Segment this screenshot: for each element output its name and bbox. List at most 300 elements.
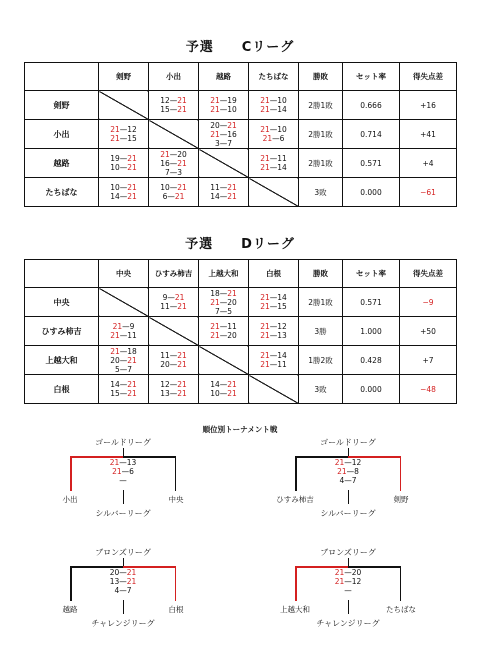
bracket-footer: シルバーリーグ [95,509,151,518]
set-score [110,458,137,467]
set-score [99,389,148,398]
own-points: 10 [110,163,120,172]
score-dash: — [269,302,278,311]
score-dash: — [119,331,128,340]
own-points: 21 [210,96,220,105]
set-score [149,360,198,369]
opponent-points: 21 [127,355,137,365]
own-points: 21 [262,134,273,143]
opponent-points: 10 [277,96,287,105]
set-score [335,467,362,476]
score-dash: — [219,306,228,316]
own-points: 14 [110,192,120,201]
score-dash: — [219,183,228,192]
opponent-points: 13 [277,331,287,340]
bracket-leg-left [70,566,72,601]
c-league-title: 予選 Cリーグ [185,40,295,55]
opponent-points: 21 [127,183,137,192]
opponent-points: 21 [127,389,137,398]
bracket-leg-left [295,456,297,491]
set-score [199,139,248,148]
set-rate-cell: 0.000 [343,375,400,404]
set-rate-cell: 0.571 [343,288,400,317]
match-score-cell [199,288,249,317]
opponent-points: 21 [177,380,187,389]
match-score-cell [199,317,249,346]
left-points: 13 [109,577,120,586]
bracket-footer: チャレンジリーグ [316,619,380,628]
set-score [249,96,298,105]
score-dash: — [169,167,178,177]
own-points: 21 [260,96,270,105]
own-points: 20 [110,355,120,365]
set-score [149,192,198,201]
record-cell: 3敗 [299,178,343,207]
opponent-points: 21 [227,192,237,201]
left-points: 20 [109,568,120,577]
set-score [149,389,198,398]
own-points: 12 [160,96,170,105]
score-dash: — [269,351,278,360]
own-points: 21 [210,297,220,307]
score-dash: — [169,380,178,389]
column-header: 上越大和 [199,260,249,288]
row-team-name: 上越大和 [25,346,99,375]
own-points: 21 [260,125,270,134]
match-score-cell [99,375,149,404]
own-points: 21 [260,293,270,302]
table-row [25,178,457,207]
own-points: 21 [260,302,270,311]
set-score [199,322,248,331]
set-score [249,331,298,340]
score-dash: — [346,467,355,476]
own-points: 21 [260,331,270,340]
own-points: 5 [114,364,120,374]
set-rate-cell: 0.714 [343,120,400,149]
left-points: 21 [334,577,345,586]
score-dash: — [119,134,128,143]
bracket-footer: シルバーリーグ [320,509,376,518]
own-points: 21 [160,149,170,159]
self-match-cell [99,288,149,317]
self-match-cell [249,178,299,207]
score-dash: — [169,183,178,192]
right-points: 13 [126,458,137,467]
opponent-points: 5 [227,306,233,316]
score-dash: — [269,331,278,340]
score-dash: — [169,351,178,360]
score-dash: — [121,467,130,476]
score-dash: — [269,293,278,302]
set-score [335,586,362,595]
own-points: 13 [160,389,170,398]
column-header: 小出 [149,63,199,91]
score-dash: — [167,192,175,201]
record-cell: 1勝2敗 [299,346,343,375]
opponent-points: 21 [177,183,187,192]
set-score [99,365,148,374]
score-dash: — [219,120,228,130]
own-points: 21 [260,154,270,163]
row-team-name: 中央 [25,288,99,317]
match-score-cell [249,288,299,317]
score-dash: — [167,293,175,302]
bracket-leg-left [70,456,72,491]
own-points: 21 [260,351,270,360]
opponent-points: 21 [227,120,237,130]
row-team-name: ひすみ柿吉 [25,317,99,346]
d-league-title: 予選 Dリーグ [185,237,295,252]
point-diff-cell: +16 [400,91,457,120]
bracket-team-right: 白根 [168,605,184,614]
set-score [249,293,298,302]
left-points: 21 [112,467,122,476]
point-diff-cell: −48 [400,375,457,404]
set-score [149,159,198,168]
own-points: 15 [160,105,170,114]
set-rate-cell: 0.428 [343,346,400,375]
column-header: セット率 [343,260,400,288]
right-points: 6 [129,467,134,476]
table-row [25,346,457,375]
score-dash: — [219,96,228,105]
left-points: 21 [109,458,120,467]
own-points: 21 [210,322,220,331]
set-score [199,380,248,389]
score-dash: — [169,149,178,159]
set-score [149,183,198,192]
set-score [249,163,298,172]
own-points: 3 [214,138,220,148]
score-dash: — [269,105,278,114]
own-points: 12 [160,380,170,389]
score-dash: — [269,360,278,369]
opponent-points: 15 [127,134,137,143]
set-score [149,168,198,177]
c-league-table [24,62,457,207]
set-score [149,96,198,105]
left-points: — [119,476,127,485]
set-score [335,568,362,577]
own-points: 11 [160,302,170,311]
placement-title: 順位別トーナメント戦 [202,425,278,434]
bracket-header: ブロンズリーグ [320,548,376,557]
set-score [199,183,248,192]
set-score [249,134,298,143]
set-score [99,380,148,389]
match-score-cell [149,149,199,178]
column-header: 勝敗 [299,260,343,288]
set-score [110,577,137,586]
opponent-points: 21 [177,360,187,369]
match-score-cell [99,120,149,149]
bracket-scores [110,568,137,595]
opponent-points: 11 [127,331,137,340]
table-corner [25,63,99,91]
set-score [199,331,248,340]
set-score [149,380,198,389]
bracket-stem-bottom [123,490,125,504]
score-dash: — [119,380,128,389]
own-points: 21 [260,360,270,369]
bracket-leg-right [175,566,177,601]
record-cell: 2勝1敗 [299,288,343,317]
opponent-points: 11 [227,322,237,331]
column-header: 剣野 [99,63,149,91]
set-score [249,154,298,163]
opponent-points: 21 [127,163,137,172]
set-score [149,105,198,114]
own-points: 21 [112,322,123,331]
left-points: 21 [334,568,345,577]
bracket-team-right: たちばな [386,605,416,614]
bracket-team-right: 剣野 [393,495,409,504]
column-header: たちばな [249,63,299,91]
own-points: 20 [210,120,220,130]
score-dash: — [119,586,127,595]
opponent-points: 21 [127,380,137,389]
bracket-scores [335,458,362,485]
point-diff-cell: −9 [400,288,457,317]
self-match-cell [199,149,249,178]
score-dash: — [269,154,278,163]
set-score [199,307,248,316]
self-match-cell [99,91,149,120]
bracket-header: ゴールドリーグ [95,438,151,447]
row-team-name: 白根 [25,375,99,404]
record-cell: 3敗 [299,375,343,404]
column-header: ひすみ柿吉 [149,260,199,288]
set-score [99,134,148,143]
own-points: 21 [260,105,270,114]
opponent-points: 6 [279,134,285,143]
point-diff-cell: +41 [400,120,457,149]
opponent-points: 21 [177,351,187,360]
bracket-team-left: 上越大和 [280,605,310,614]
set-score [199,389,248,398]
set-score [199,289,248,298]
score-dash: — [269,125,278,134]
set-score [249,125,298,134]
set-score [249,105,298,114]
score-dash: — [269,322,278,331]
score-dash: — [344,458,352,467]
self-match-cell [199,346,249,375]
table-row [25,375,457,404]
own-points: 21 [110,346,120,356]
record-cell: 2勝1敗 [299,91,343,120]
set-score [110,467,137,476]
own-points: 11 [210,183,220,192]
column-header: 得失点差 [400,260,457,288]
match-score-cell [199,120,249,149]
score-dash: — [219,389,228,398]
own-points: 10 [160,183,170,192]
match-score-cell [249,149,299,178]
score-dash: — [344,476,352,485]
own-points: 7 [164,167,170,177]
opponent-points: 7 [227,138,233,148]
match-score-cell [199,375,249,404]
score-dash: — [169,302,178,311]
own-points: 21 [110,125,120,134]
opponent-points: 7 [127,364,133,374]
score-dash: — [119,577,127,586]
match-score-cell [249,346,299,375]
score-dash: — [219,297,228,307]
own-points: 11 [160,351,170,360]
score-dash: — [219,322,228,331]
opponent-points: 20 [227,331,237,340]
score-dash: — [169,105,178,114]
bracket-stem-bottom [348,490,350,504]
set-score [149,302,198,311]
own-points: 21 [210,129,220,139]
opponent-points: 14 [277,351,287,360]
set-score [199,130,248,139]
right-points: 12 [351,577,362,586]
score-dash: — [169,389,178,398]
opponent-points: 9 [129,322,135,331]
record-cell: 2勝1敗 [299,120,343,149]
match-score-cell [149,91,199,120]
opponent-points: 15 [277,302,287,311]
score-dash: — [344,568,352,577]
match-score-cell [199,91,249,120]
set-score [99,183,148,192]
set-score [199,96,248,105]
score-dash: — [122,322,130,331]
set-score [249,322,298,331]
bracket-team-left: ひすみ柿吉 [276,495,314,504]
table-corner [25,260,99,288]
opponent-points: 19 [227,96,237,105]
own-points: 7 [214,306,220,316]
opponent-points: 21 [177,302,187,311]
set-score [199,105,248,114]
self-match-cell [149,317,199,346]
score-dash: — [119,346,128,356]
set-score [335,476,362,485]
opponent-points: 12 [127,125,137,134]
own-points: 15 [110,389,120,398]
bracket-team-left: 越路 [62,605,78,614]
own-points: 21 [260,163,270,172]
set-score [199,298,248,307]
bracket-leg-right [175,456,177,491]
right-points: 21 [126,577,137,586]
row-team-name: たちばな [25,178,99,207]
score-dash: — [219,192,228,201]
left-points: 4 [339,476,345,485]
score-dash: — [119,389,128,398]
score-dash: — [344,577,352,586]
column-header: 勝敗 [299,63,343,91]
score-dash: — [219,129,228,139]
own-points: 10 [110,183,120,192]
set-rate-cell: 0.666 [343,91,400,120]
opponent-points: 21 [177,96,187,105]
bracket-stem-top [348,558,350,566]
set-score [249,302,298,311]
bracket-footer: チャレンジリーグ [91,619,155,628]
right-points: 7 [126,586,132,595]
own-points: 21 [110,134,120,143]
set-rate-cell: 0.000 [343,178,400,207]
own-points: 14 [210,192,220,201]
score-dash: — [119,125,128,134]
table-row [25,149,457,178]
bracket-scores [110,458,137,485]
score-dash: — [219,288,228,298]
own-points: 14 [210,380,220,389]
table-row [25,317,457,346]
opponent-points: 11 [277,360,287,369]
match-score-cell [149,288,199,317]
set-score [99,125,148,134]
set-score [335,577,362,586]
opponent-points: 21 [174,293,185,302]
score-dash: — [169,158,178,168]
own-points: 21 [210,331,220,340]
score-dash: — [119,183,128,192]
opponent-points: 21 [174,192,185,201]
own-points: 14 [110,380,120,389]
own-points: 21 [260,322,270,331]
table-row [25,91,457,120]
left-points: 21 [337,467,347,476]
score-dash: — [119,163,128,172]
table-row [25,288,457,317]
set-score [99,322,148,331]
column-header: 中央 [99,260,149,288]
set-score [99,347,148,356]
set-score [249,351,298,360]
opponent-points: 21 [177,389,187,398]
bracket-team-left: 小出 [62,495,78,504]
column-header: セット率 [343,63,400,91]
opponent-points: 21 [177,105,187,114]
score-dash: — [169,96,178,105]
opponent-points: 12 [277,322,287,331]
right-points: 21 [126,568,137,577]
score-dash: — [272,134,280,143]
bracket-header: ゴールドリーグ [320,438,376,447]
point-diff-cell: −61 [400,178,457,207]
match-score-cell [249,317,299,346]
opponent-points: 21 [227,389,237,398]
row-team-name: 小出 [25,120,99,149]
self-match-cell [149,120,199,149]
set-score [110,476,137,485]
opponent-points: 20 [227,297,237,307]
set-rate-cell: 1.000 [343,317,400,346]
opponent-points: 21 [177,158,187,168]
set-score [99,163,148,172]
set-score [99,356,148,365]
own-points: 21 [210,105,220,114]
opponent-points: 14 [277,163,287,172]
opponent-points: 16 [227,129,237,139]
set-score [149,351,198,360]
row-team-name: 越路 [25,149,99,178]
point-diff-cell: +7 [400,346,457,375]
set-score [199,192,248,201]
set-score [199,121,248,130]
record-cell: 3勝 [299,317,343,346]
bracket-stem-top [348,448,350,456]
